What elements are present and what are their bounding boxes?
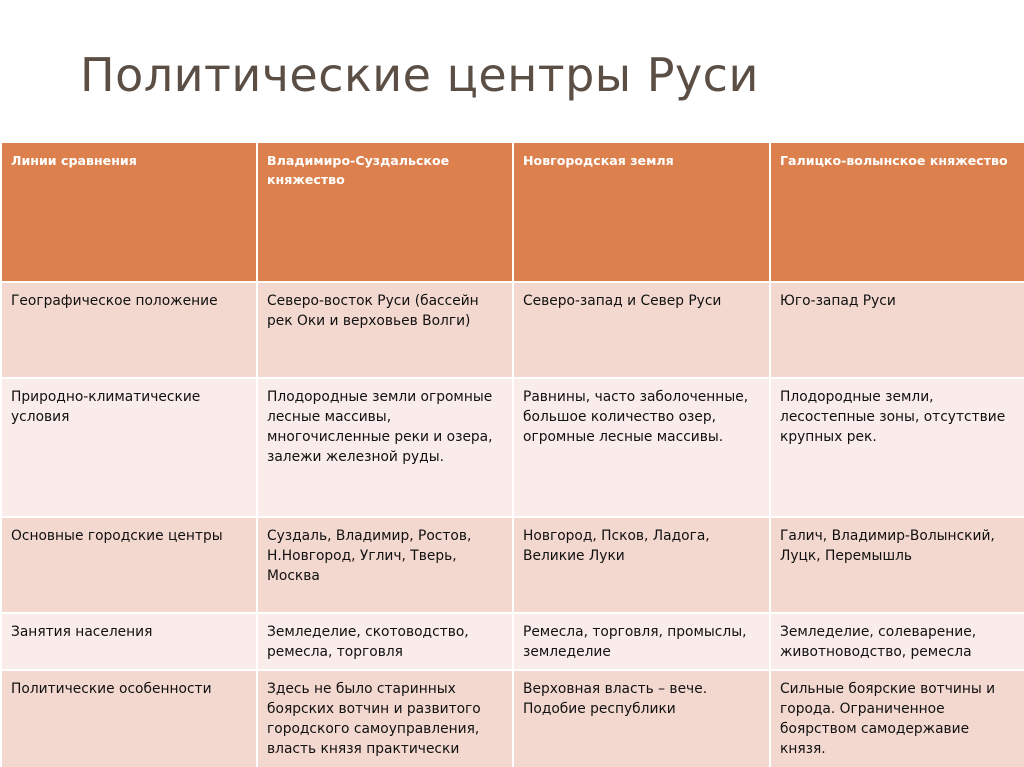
row-label: Занятия населения [1, 613, 257, 670]
table-cell: Суздаль, Владимир, Ростов, Н.Новгород, Углич, Тверь, Москва [257, 517, 513, 613]
row-label: Географическое положение [1, 282, 257, 378]
header-novgorod: Новгородская земля [513, 142, 770, 282]
table-cell: Новгород, Псков, Ладога, Великие Луки [513, 517, 770, 613]
slide-title: Политические центры Руси [80, 48, 759, 102]
row-label: Основные городские центры [1, 517, 257, 613]
table-cell: Земледелие, скотоводство, ремесла, торговля [257, 613, 513, 670]
table-row [1, 517, 1024, 613]
table-cell: Северо-восток Руси (бассейн рек Оки и верховьев Волги) [257, 282, 513, 378]
table-cell: Галич, Владимир-Волынский, Луцк, Перемышль [770, 517, 1024, 613]
table-cell: Здесь не было старинных боярских вотчин и развитого городского самоуправления, власть князя практически [257, 670, 513, 767]
table-cell: Верховная власть – вече. Подобие республики [513, 670, 770, 767]
table-row [1, 613, 1024, 670]
row-label: Природно-климатические условия [1, 378, 257, 517]
comparison-table-container [0, 141, 1024, 767]
table-row [1, 378, 1024, 517]
comparison-table [0, 141, 1024, 767]
table-cell: Юго-запад Руси [770, 282, 1024, 378]
table-cell: Плодородные земли, лесостепные зоны, отсутствие крупных рек. [770, 378, 1024, 517]
header-comparison-lines: Линии сравнения [1, 142, 257, 282]
table-row [1, 670, 1024, 767]
table-cell: Северо-запад и Север Руси [513, 282, 770, 378]
table-header-row [1, 142, 1024, 282]
table-cell: Плодородные земли огромные лесные массивы, многочисленные реки и озера, залежи железной руды. [257, 378, 513, 517]
table-cell: Земледелие, солеварение, животноводство, ремесла [770, 613, 1024, 670]
row-label: Политические особенности [1, 670, 257, 767]
header-vladimir-suzdal: Владимиро-Суздальское княжество [257, 142, 513, 282]
table-cell: Сильные боярские вотчины и города. Ограниченное боярством самодержавие князя. [770, 670, 1024, 767]
table-cell: Равнины, часто заболоченные, большое количество озер, огромные лесные массивы. [513, 378, 770, 517]
header-galicia-volhynia: Галицко-волынское княжество [770, 142, 1024, 282]
table-row [1, 282, 1024, 378]
table-cell: Ремесла, торговля, промыслы, земледелие [513, 613, 770, 670]
